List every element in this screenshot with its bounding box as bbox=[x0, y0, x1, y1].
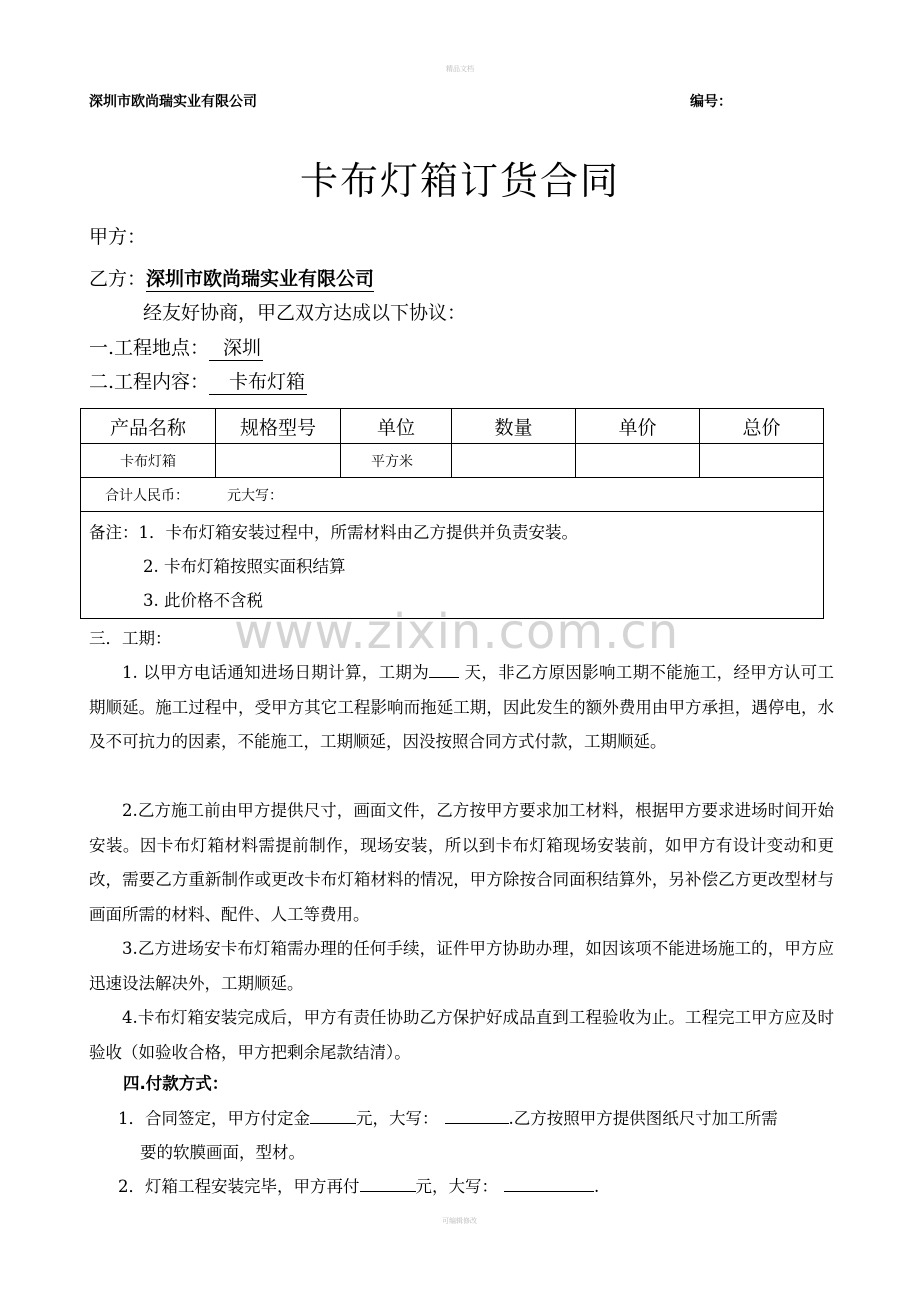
item2-part-c: . bbox=[594, 1177, 600, 1196]
notes-label: 备注： bbox=[89, 523, 139, 542]
table-header-cell: 总价 bbox=[700, 409, 824, 444]
item1-part-a: 1．合同签定，甲方付定金 bbox=[118, 1109, 310, 1128]
section3-title: 三．工期： bbox=[89, 629, 172, 648]
party-b-row bbox=[89, 264, 374, 292]
party-b-name: 深圳市欧尚瑞实业有限公司 bbox=[146, 264, 374, 292]
final-payment-words-blank bbox=[504, 1190, 594, 1192]
table-notes-row bbox=[81, 512, 824, 619]
company-header: 深圳市欧尚瑞实业有限公司 bbox=[89, 94, 257, 110]
note-item: 1．卡布灯箱安装过程中，所需材料由乙方提供并负责安装。 bbox=[138, 523, 578, 542]
item1-part-c: .乙方按照甲方提供图纸尺寸加工所需 bbox=[508, 1109, 778, 1128]
bottom-watermark: 可编辑修改 bbox=[442, 1217, 477, 1225]
section4-title: 四.付款方式： bbox=[123, 1074, 229, 1093]
deposit-blank bbox=[310, 1122, 356, 1124]
note-item: 2. 卡布灯箱按照实面积结算 bbox=[143, 557, 346, 576]
page-title: 卡布灯箱订货合同 bbox=[300, 159, 621, 203]
deposit-words-blank bbox=[445, 1122, 509, 1124]
table-cell: 卡布灯箱 bbox=[81, 444, 216, 478]
party-b-label: 乙方： bbox=[89, 268, 147, 290]
table-cell bbox=[576, 444, 700, 478]
payment-item-2 bbox=[118, 1170, 599, 1205]
top-watermark: 精品文档 bbox=[446, 65, 474, 73]
table-header-cell: 单位 bbox=[341, 409, 452, 444]
party-a-label: 甲方： bbox=[89, 226, 147, 248]
table-cell bbox=[700, 444, 824, 478]
table-cell bbox=[452, 444, 576, 478]
section2-value: 卡布灯箱 bbox=[209, 367, 307, 395]
table-header-row bbox=[81, 409, 824, 444]
table-total-row bbox=[81, 478, 824, 512]
final-payment-blank bbox=[360, 1190, 416, 1192]
p1-part-b: 天，非乙方原因影响工期不能施工，经甲方认可工期顺延。施工过程中，受甲方其它工程影响而拖延工期，因此发生的额外费用由甲方承担，遇停电，水及不可抗力的因素，不能施工，工期顺延，因没按照合同方式付款，工期顺延。 bbox=[89, 663, 834, 751]
total-words-label: 元大写： bbox=[227, 487, 283, 504]
note-item: 3. 此价格不含税 bbox=[143, 591, 263, 610]
table-header-cell: 规格型号 bbox=[216, 409, 341, 444]
p1-part-a: 1. 以甲方电话通知进场日期计算，工期为 bbox=[122, 663, 429, 682]
intro-text: 经友好协商，甲乙双方达成以下协议： bbox=[143, 302, 467, 324]
table-total-cell bbox=[81, 478, 824, 512]
notes-line-1 bbox=[89, 516, 823, 550]
section1-value: 深圳 bbox=[209, 333, 263, 361]
item2-part-a: 2．灯箱工程安装完毕，甲方再付 bbox=[118, 1177, 360, 1196]
payment-item-1-cont: 要的软膜画面，型材。 bbox=[140, 1143, 305, 1162]
payment-item-1 bbox=[118, 1102, 778, 1137]
item1-part-b: 元，大写： bbox=[356, 1109, 439, 1128]
period-blank bbox=[429, 676, 459, 678]
order-table bbox=[80, 408, 824, 619]
serial-number-label: 编号： bbox=[690, 94, 732, 110]
table-header-cell: 产品名称 bbox=[81, 409, 216, 444]
item2-part-b: 元，大写： bbox=[415, 1177, 498, 1196]
table-notes-cell bbox=[81, 512, 824, 619]
table-header-cell: 数量 bbox=[452, 409, 576, 444]
section1-row bbox=[89, 333, 263, 361]
table-header-cell: 单价 bbox=[576, 409, 700, 444]
table-cell: 平方米 bbox=[341, 444, 452, 478]
section2-label: 二.工程内容： bbox=[89, 371, 210, 393]
section3-paragraph-4: 4.卡布灯箱安装完成后，甲方有责任协助乙方保护好成品直到工程验收为止。工程完工甲方应及时验收（如验收合格，甲方把剩余尾款结清）。 bbox=[89, 1008, 834, 1062]
section1-label: 一.工程地点： bbox=[89, 337, 210, 359]
table-cell bbox=[216, 444, 341, 478]
site-watermark: www.zixin.com.cn bbox=[234, 604, 680, 660]
section3-paragraph-3: 3.乙方进场安卡布灯箱需办理的任何手续，证件甲方协助办理，如因该项不能进场施工的，甲方应迅速设法解决外，工期顺延。 bbox=[89, 939, 834, 993]
section3-paragraph-2: 2.乙方施工前由甲方提供尺寸，画面文件，乙方按甲方要求加工材料，根据甲方要求进场时间开始安装。因卡布灯箱材料需提前制作，现场安装，所以到卡布灯箱现场安装前，如甲方有设计变动和更改，需要乙方重新制作或更改卡布灯箱材料的情况，甲方除按合同面积结算外，另补偿乙方更改型材与画面所需的材料、配件、人工等费用。 bbox=[89, 801, 834, 924]
total-label: 合计人民币： bbox=[105, 487, 189, 504]
table-row bbox=[81, 444, 824, 478]
section3-paragraph-1 bbox=[89, 656, 834, 760]
section2-row bbox=[89, 367, 307, 395]
